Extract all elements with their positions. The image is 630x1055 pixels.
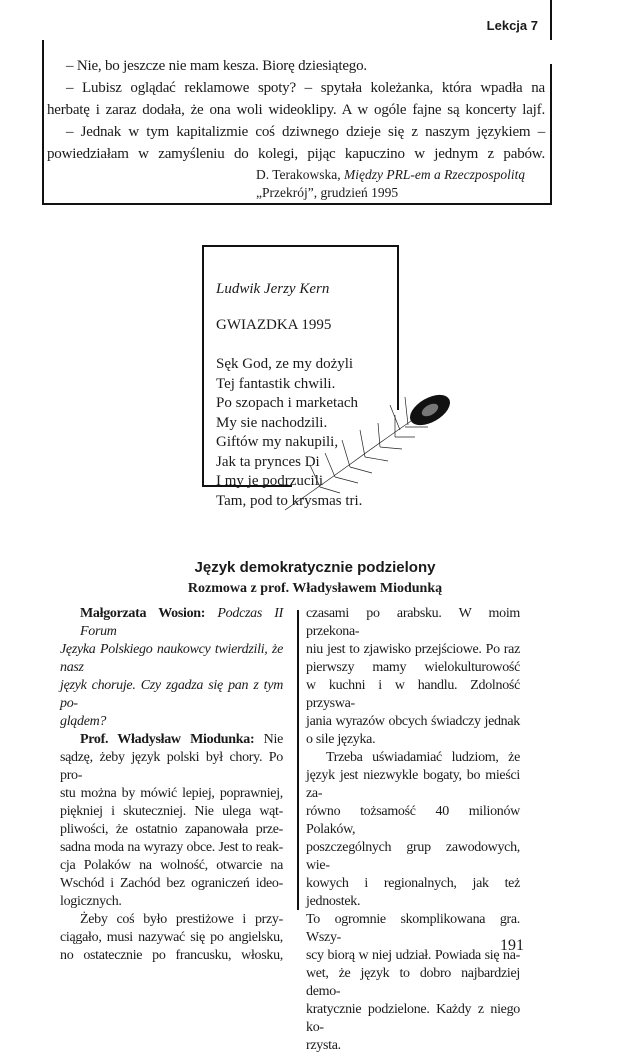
question-text: Języka Polskiego naukowcy twierdzili, że nasz <box>60 642 283 675</box>
poem-box-left-border <box>202 245 204 486</box>
answer-text: wet, że język to dobro najbardziej demo- <box>306 966 520 999</box>
answer-text: w kuchni i w handlu. Zdolność przyswa- <box>306 678 520 711</box>
quote-line: powiedziałam w zamyśleniu do kolegi, pijąc kapuczino w jednym z pabów. <box>47 146 545 162</box>
article-title: Język demokratycznie podzielony <box>194 559 436 576</box>
article-line <box>60 677 283 713</box>
poem-line: I my je podrzucili <box>216 473 324 489</box>
answer-text: język jest niezwykle bogaty, bo mieści za- <box>306 768 520 801</box>
article-line <box>306 677 520 713</box>
answer-text: ciągało, musi nazywać się po angielsku, <box>60 930 283 945</box>
article-line <box>60 803 283 821</box>
article-line <box>60 857 283 875</box>
source-publication: „Przekrój”, grudzień 1995 <box>256 184 399 200</box>
quote-box-left-border <box>42 40 44 204</box>
article-line <box>306 659 520 677</box>
answer-text: pliwości, że ostatnio zapanowała prze- <box>60 822 283 837</box>
poem-line: Giftów my nakupili, <box>216 434 339 450</box>
quote-box-bottom-border <box>42 203 552 205</box>
answer-text: piękniej i skuteczniej. Nie ulega wąt- <box>60 804 283 819</box>
article-line <box>306 713 520 731</box>
poem-line: Sęk God, ze my dożyli <box>216 356 354 372</box>
poem-author: Ludwik Jerzy Kern <box>216 281 330 297</box>
quote-box-right-border <box>550 64 552 204</box>
article-line <box>306 875 520 911</box>
poem-line: Jak ta prynces Di <box>216 453 320 470</box>
article-line <box>306 947 520 965</box>
answer-text: logicznych. <box>60 894 122 909</box>
question-text: glądem? <box>60 714 107 729</box>
lesson-header: Lekcja 7 <box>486 18 538 33</box>
speaker-name: Prof. Władysław Miodunka: <box>80 732 255 747</box>
article-line <box>306 839 520 875</box>
quote-line: – Nie, bo jeszcze nie mam kesza. Biorę dziesiątego. <box>66 58 367 74</box>
poem-title: GWIAZDKA 1995 <box>216 316 332 333</box>
page-number: 191 <box>500 937 524 954</box>
answer-text: To ogromnie skomplikowana gra. Wszy- <box>306 912 520 945</box>
article-line <box>60 605 283 641</box>
quote-line: – Lubisz oglądać reklamowe spoty? – spytała koleżanka, która wpadła na <box>66 80 545 96</box>
answer-text: kowych i regionalnych, jak też jednostek. <box>306 876 520 909</box>
answer-text: no ostatecznie po francusku, włosku, <box>60 948 283 963</box>
answer-text: stu można by mówić lepiej, poprawniej, <box>60 786 283 801</box>
source-author: D. Terakowska, <box>256 167 341 182</box>
article-line <box>60 875 283 893</box>
article-line <box>60 893 283 911</box>
poem-line: My sie nachodzili. <box>216 414 328 431</box>
article-line <box>60 821 283 839</box>
article-line <box>306 767 520 803</box>
article-subtitle: Rozmowa z prof. Władysławem Miodunką <box>187 581 443 596</box>
answer-text: cja Polaków na wolność, otwarcie na <box>60 858 283 873</box>
question-text: język choruje. Czy zgadza się pan z tym po- <box>60 678 283 711</box>
answer-text: niu jest to zjawisko przejściowe. Po raz <box>306 642 520 657</box>
answer-text: Żeby coś było prestiżowe i przy- <box>80 912 283 927</box>
answer-text: rzysta. <box>306 1038 341 1053</box>
article-line <box>306 803 520 839</box>
poem-box-top-border <box>202 245 399 247</box>
answer-text: Wschód i Zachód bez ograniczeń ideo- <box>60 876 283 891</box>
article-line <box>306 911 520 947</box>
article-line <box>60 839 283 857</box>
article-line <box>60 731 283 749</box>
answer-text: o sile języka. <box>306 732 376 747</box>
article-line <box>60 749 283 785</box>
article-line <box>306 1001 520 1037</box>
quote-line: herbatę i zaraz dodała, że ona woli wideoklipy. A w ogóle fajne są koncerty lajf. <box>47 102 545 118</box>
peacock-feather-icon <box>280 385 460 515</box>
article-line <box>60 947 283 965</box>
article-left-column <box>60 605 283 965</box>
answer-text: Trzeba uświadamiać ludziom, że <box>326 750 520 765</box>
answer-text: czasami po arabsku. W moim przekona- <box>306 606 520 639</box>
article-line <box>60 713 283 731</box>
answer-text: sądzę, żeby język polski był chory. Po pro- <box>60 750 283 783</box>
answer-text: jania wyrazów obcych świadczy jednak <box>306 714 520 729</box>
quote-line: – Jednak w tym kapitalizmie coś dziwnego dzieje się z naszym językiem – <box>66 124 545 140</box>
answer-text: sadna moda na wyrazy obce. Jest to reak- <box>60 840 283 855</box>
article-line <box>60 785 283 803</box>
source-title: Między PRL-em a Rzeczpospolitą <box>344 167 526 182</box>
article-right-column <box>306 605 520 1055</box>
article-line <box>306 749 520 767</box>
poem-line: Po szopach i marketach <box>216 395 359 411</box>
speaker-name: Małgorzata Wosion: <box>80 606 206 621</box>
header-rule <box>550 0 552 40</box>
article-line <box>60 929 283 947</box>
article-line <box>306 641 520 659</box>
answer-text: równo tożsamość 40 milionów Polaków, <box>306 804 520 837</box>
quote-source <box>256 166 525 201</box>
answer-text: kratycznie podzielone. Każdy z niego ko- <box>306 1002 520 1035</box>
article-line <box>306 731 520 749</box>
answer-text: pierwszy mamy wielokulturowość <box>306 660 520 675</box>
answer-text: poszczególnych grup zawodowych, wie- <box>306 840 520 873</box>
answer-text: scy biorą w niej udział. Powiada się na- <box>306 948 520 963</box>
article-line <box>306 965 520 1001</box>
column-divider <box>297 610 299 910</box>
article-line <box>60 641 283 677</box>
poem-line: Tam, pod to krysmas tri. <box>216 492 363 509</box>
answer-text: Nie <box>254 732 283 747</box>
article-line <box>306 605 520 641</box>
poem-line: Tej fantastik chwili. <box>216 375 336 392</box>
article-line <box>306 1037 520 1055</box>
article-line <box>60 911 283 929</box>
question-text: Podczas II Forum <box>80 606 283 639</box>
